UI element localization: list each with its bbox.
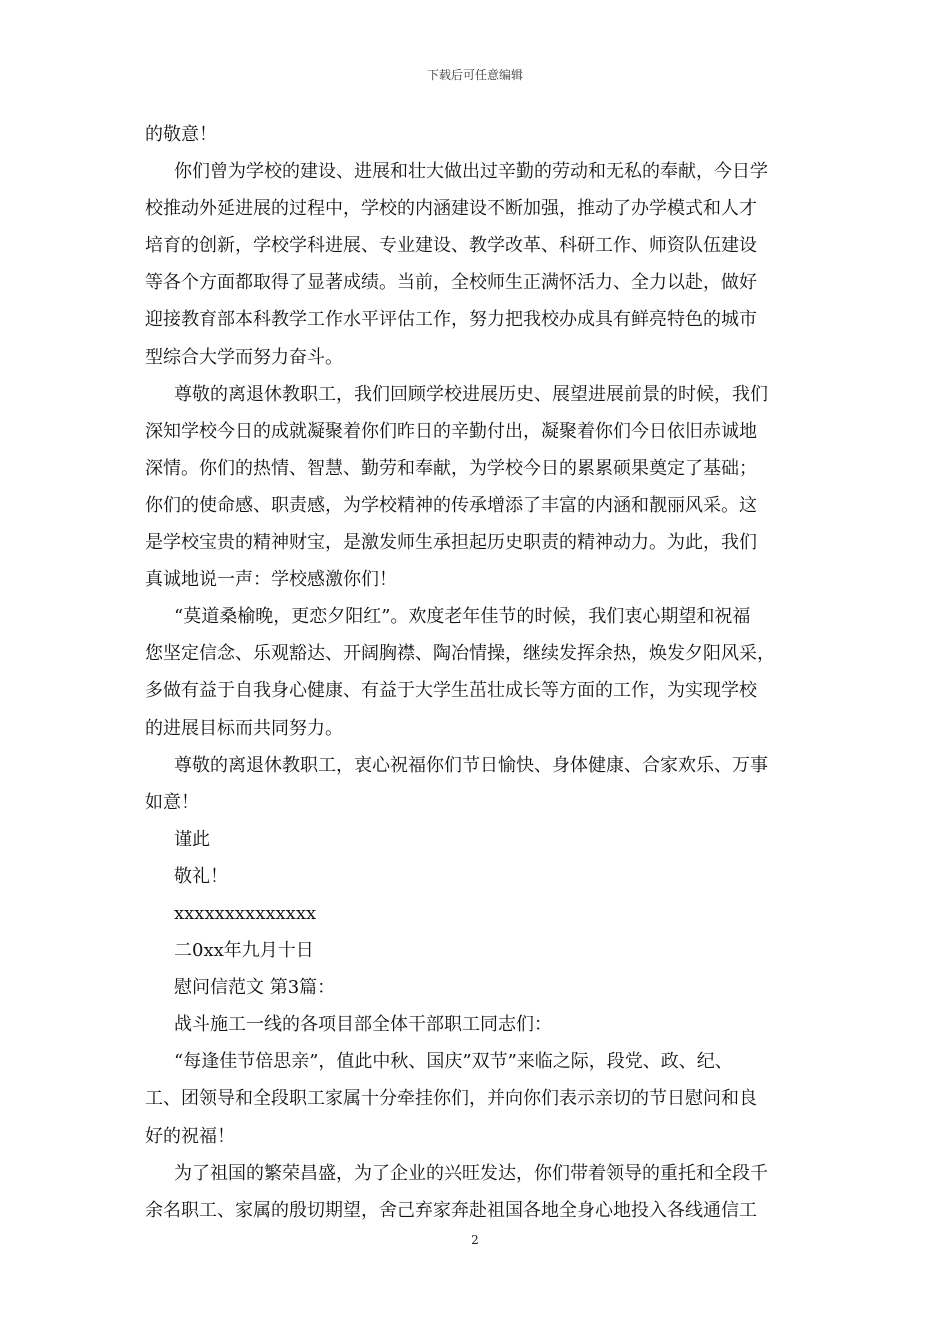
text-line: 工、团领导和全段职工家属十分牵挂你们，并向你们表示亲切的节日慰问和良 [145,1088,757,1110]
text-line: 等各个方面都取得了显著成绩。当前，全校师生正满怀活力、全力以赴，做好 [145,272,757,294]
text-line: xxxxxxxxxxxxxx [174,902,317,924]
text-line: 慰问信范文 第3篇： [174,977,336,999]
text-line: 您坚定信念、乐观豁达、开阔胸襟、陶冶情操，继续发挥余热，焕发夕阳风采， [145,643,775,665]
text-line: 迎接教育部本科教学工作水平评估工作，努力把我校办成具有鲜亮特色的城市 [145,309,757,331]
text-line: 余名职工、家属的殷切期望，舍己弃家奔赴祖国各地全身心地投入各线通信工 [145,1199,757,1221]
text-line: 培育的创新，学校学科进展、专业建设、教学改革、科研工作、师资队伍建设 [145,235,757,257]
document-body [145,116,817,1229]
text-line: 谨此 [174,828,210,850]
text-line: 多做有益于自我身心健康、有益于大学生茁壮成长等方面的工作，为实现学校 [145,680,757,702]
text-line: 你们曾为学校的建设、进展和壮大做出过辛勤的劳动和无私的奉献，今日学 [174,161,768,183]
text-line: 校推动外延进展的过程中，学校的内涵建设不断加强，推动了办学模式和人才 [145,198,757,220]
text-line: 是学校宝贵的精神财宝，是激发师生承担起历史职责的精神动力。为此，我们 [145,532,757,554]
text-line: 真诚地说一声：学校感激你们！ [145,569,397,591]
text-line: 深情。你们的热情、智慧、勤劳和奉献，为学校今日的累累硕果奠定了基础； [145,457,757,479]
text-line: 你们的使命感、职责感，为学校精神的传承增添了丰富的内涵和靓丽风采。这 [145,494,757,516]
text-line: “莫道桑榆晚，更恋夕阳红”。欢度老年佳节的时候，我们衷心期望和祝福 [174,606,751,628]
text-line: 深知学校今日的成就凝聚着你们昨日的辛勤付出，凝聚着你们今日依旧赤诚地 [145,420,757,442]
text-line: 的敬意！ [145,124,217,145]
text-line: 型综合大学而努力奋斗。 [145,346,343,368]
text-line: 二0xx年九月十日 [174,940,314,962]
page-header: 下载后可任意编辑 [426,68,523,82]
text-line: 敬礼！ [174,865,228,887]
text-line: 的进展目标而共同努力。 [145,717,343,739]
text-line: “每逢佳节倍思亲”，值此中秋、国庆”双节”来临之际，段党、政、纪、 [174,1051,733,1073]
text-line: 尊敬的离退休教职工，衷心祝福你们节日愉快、身体健康、合家欢乐、万事 [174,754,768,776]
page-number: 2 [471,1233,479,1247]
text-line: 为了祖国的繁荣昌盛，为了企业的兴旺发达，你们带着领导的重托和全段千 [174,1162,768,1184]
text-line: 好的祝福！ [145,1125,235,1147]
text-line: 尊敬的离退休教职工，我们回顾学校进展历史、展望进展前景的时候，我们 [174,383,768,405]
text-line: 战斗施工一线的各项目部全体干部职工同志们： [174,1014,552,1036]
text-line: 如意！ [145,791,199,813]
